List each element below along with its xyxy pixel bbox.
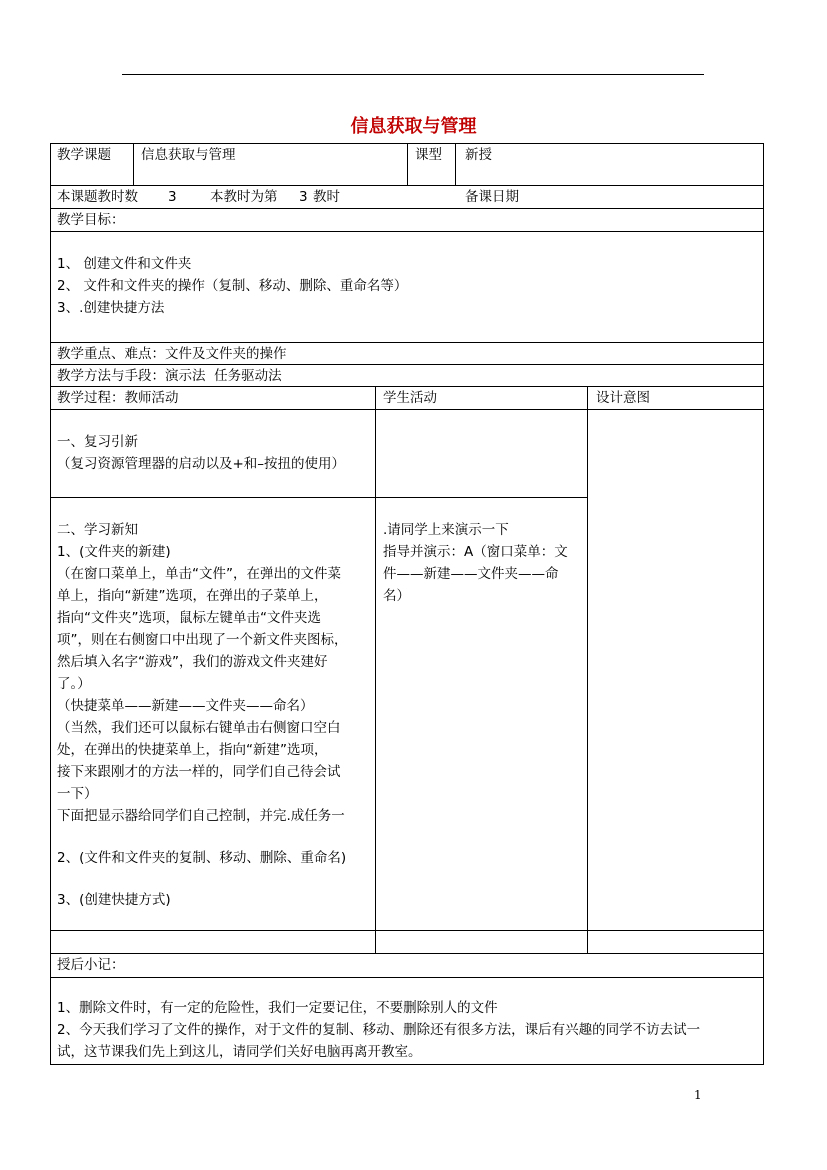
notes-line: 试，这节课我们先上到这儿，请同学们关好电脑再离开教室。	[57, 1044, 422, 1060]
row-divider	[50, 409, 764, 410]
row-divider	[50, 930, 764, 931]
col-design-header: 设计意图	[596, 390, 650, 406]
notes-line: 2、今天我们学习了文件的操作，对于文件的复制、移动、删除还有很多方法，课后有兴趣的同学不访去试一	[57, 1022, 701, 1038]
new-knowledge-line: 处，在弹出的快捷菜单上，指向“新建”选项，	[57, 742, 328, 758]
hours-value: 3	[168, 189, 177, 205]
new-knowledge-line: 二、学习新知	[57, 522, 138, 538]
row-divider	[50, 497, 587, 498]
student-line: 名）	[383, 588, 410, 604]
row-divider	[50, 231, 764, 232]
row-divider	[50, 185, 764, 186]
notes-label: 授后小记：	[57, 957, 125, 973]
objective-item: 1、 创建文件和文件夹	[57, 256, 192, 272]
new-knowledge-line: 单上，指向“新建”选项，在弹出的子菜单上，	[57, 588, 328, 604]
col-teacher-header: 教学过程：教师活动	[57, 390, 179, 406]
col-divider	[455, 143, 456, 185]
col-divider	[587, 386, 588, 953]
type-label: 课型	[415, 147, 442, 163]
row-divider	[50, 977, 764, 978]
objectives-label: 教学目标：	[57, 212, 125, 228]
new-knowledge-line: （快捷菜单——新建——文件夹——命名）	[57, 698, 314, 714]
new-knowledge-line: （在窗口菜单上，单击“文件”，在弹出的文件菜	[57, 566, 341, 582]
objective-item: 3、.创建快捷方法	[57, 300, 165, 316]
review-line: （复习资源管理器的启动以及+和–按扭的使用）	[57, 456, 346, 472]
col-divider	[133, 143, 134, 185]
student-line: 件——新建——文件夹——命	[383, 566, 559, 582]
new-knowledge-line: 下面把显示器给同学们自己控制，并完.成任务一	[57, 808, 345, 824]
objective-item: 2、 文件和文件夹的操作（复制、移动、删除、重命名等）	[57, 278, 408, 294]
row-divider	[50, 953, 764, 954]
student-line: 指导并演示：A（窗口菜单：文	[383, 544, 568, 560]
row-divider	[50, 208, 764, 209]
col-divider	[375, 386, 376, 953]
notes-line: 1、删除文件时，有一定的危险性，我们一定要记住，不要删除别人的文件	[57, 1000, 498, 1016]
new-knowledge-line: 项”，则在右侧窗口中出现了一个新文件夹图标，	[57, 632, 348, 648]
col-student-header: 学生活动	[383, 390, 437, 406]
type-value: 新授	[465, 147, 492, 163]
new-knowledge-line: 接下来跟刚才的方法一样的，同学们自己待会试	[57, 764, 341, 780]
col-divider	[407, 143, 408, 185]
current-suffix: 教时	[313, 189, 340, 205]
new-knowledge-line: 指向“文件夹”选项，鼠标左键单击“文件夹选	[57, 610, 321, 626]
header-rule	[122, 74, 704, 75]
teaching-methods: 教学方法与手段：演示法 任务驱动法	[57, 368, 282, 384]
course-label: 教学课题	[57, 147, 111, 163]
item-3: 3、(创建快捷方式)	[57, 892, 171, 908]
prep-date-label: 备课日期	[465, 189, 519, 205]
item-2: 2、(文件和文件夹的复制、移动、删除、重命名)	[57, 850, 347, 866]
current-label: 本教时为第	[210, 189, 278, 205]
key-points: 教学重点、难点：文件及文件夹的操作	[57, 346, 287, 362]
new-knowledge-line: 1、(文件夹的新建)	[57, 544, 171, 560]
new-knowledge-line: 然后填入名字“游戏”，我们的游戏文件夹建好	[57, 654, 328, 670]
current-value: 3	[299, 189, 308, 205]
new-knowledge-line: 一下）	[57, 786, 98, 802]
new-knowledge-line: 了。）	[57, 676, 91, 692]
new-knowledge-line: （当然，我们还可以鼠标右键单击右侧窗口空白	[57, 720, 341, 736]
page-number: 1	[694, 1088, 702, 1102]
review-line: 一、复习引新	[57, 434, 138, 450]
page-title: 信息获取与管理	[350, 116, 477, 137]
hours-label: 本课题教时数	[57, 189, 138, 205]
student-line: .请同学上来演示一下	[383, 522, 509, 538]
course-value: 信息获取与管理	[141, 147, 236, 163]
